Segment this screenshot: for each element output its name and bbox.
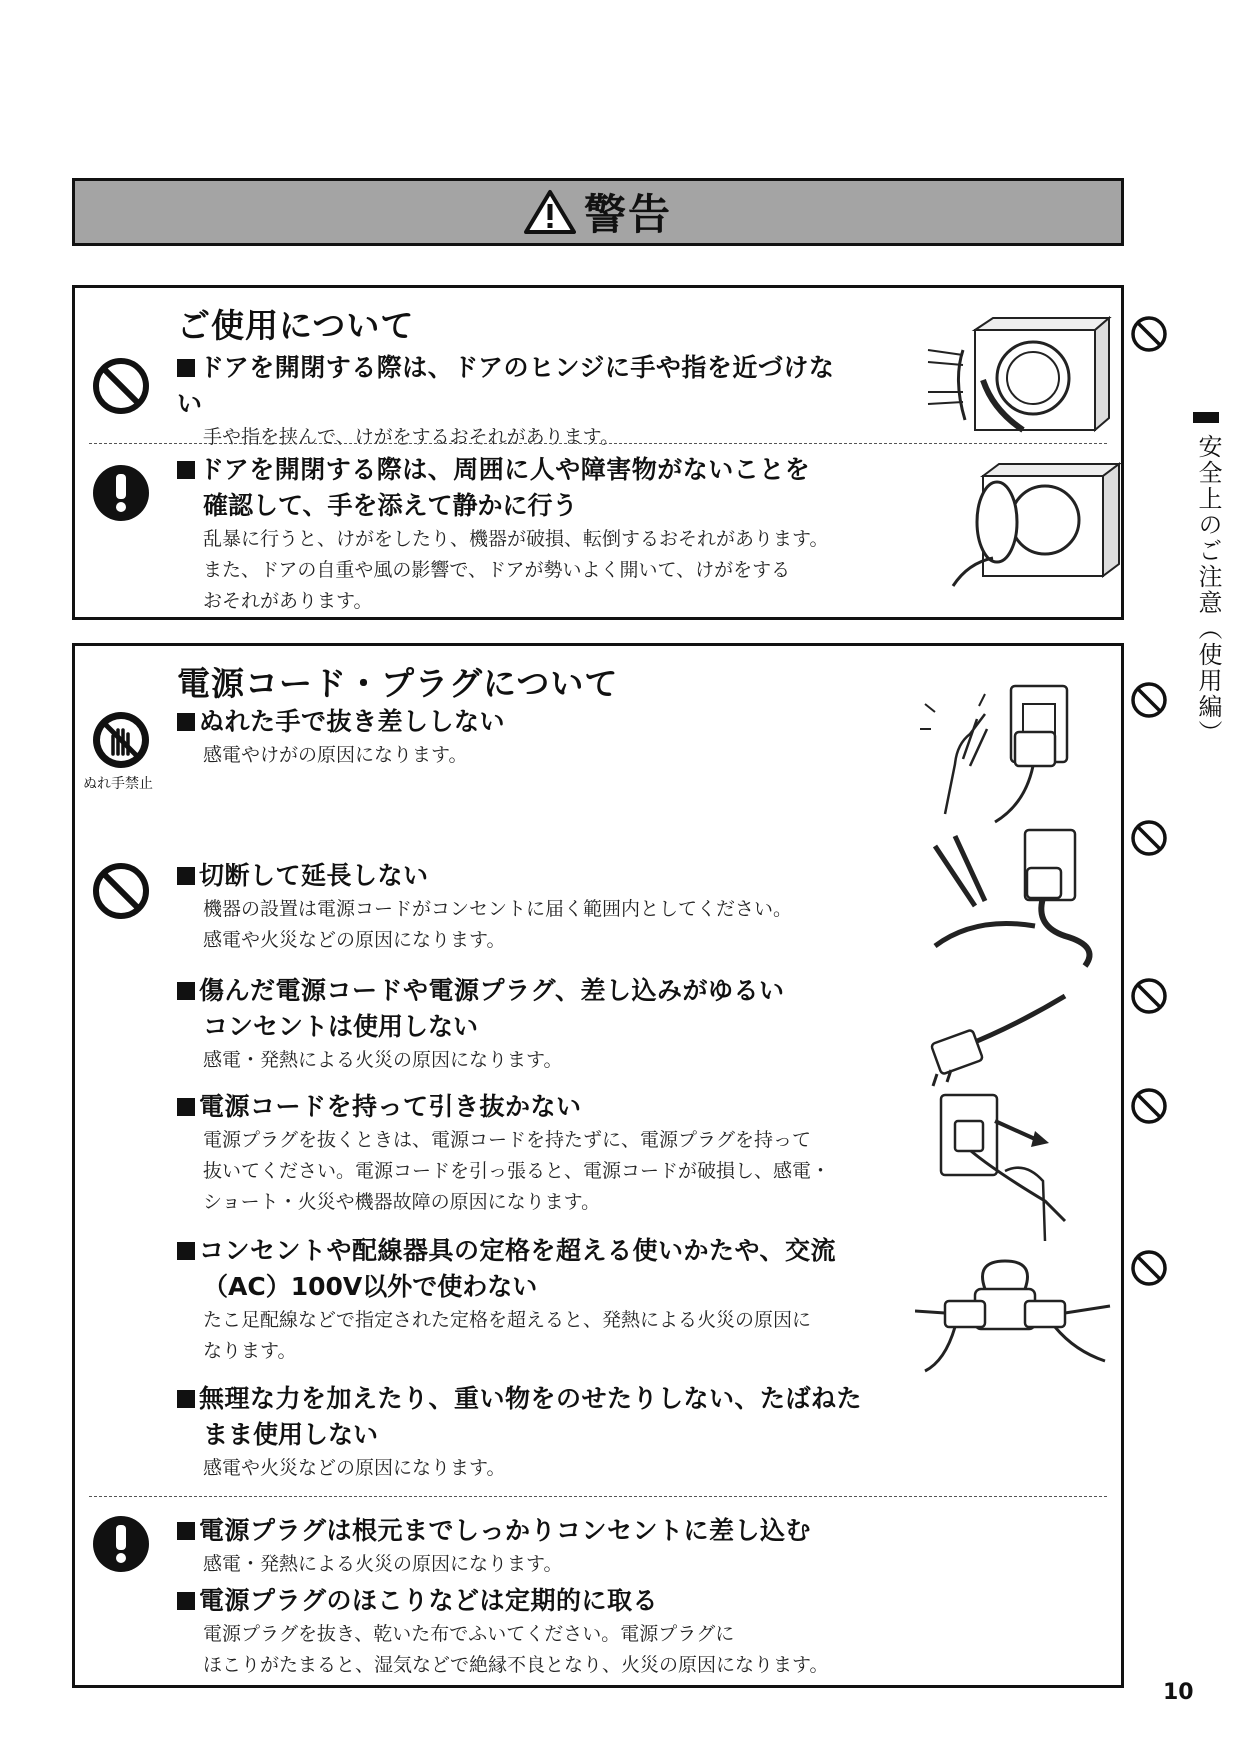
prohibition-small-icon [1129, 314, 1169, 354]
item-description: ほこりがたまると、湿気などで絶縁不良となり、火災の原因になります。 [203, 1654, 829, 1676]
item-heading: ぬれた手で抜き差ししない [177, 704, 877, 740]
divider [89, 443, 1107, 444]
bullet-square-icon [177, 713, 195, 731]
usage-item-2 [177, 452, 877, 617]
usage-item-1 [177, 350, 857, 453]
washer-door-illustration [923, 458, 1123, 588]
banner-title: 警告 [583, 190, 672, 239]
power-item-8 [177, 1583, 917, 1681]
power-item-3 [177, 973, 877, 1076]
item-heading-line2: 確認して、手を添えて静かに行う [203, 491, 578, 520]
item-heading-line2: まま使用しない [203, 1420, 379, 1449]
item-heading: 電源プラグは根元までしっかりコンセントに差し込む [177, 1513, 897, 1549]
item-heading-line2: コンセントは使用しない [203, 1012, 479, 1041]
wet-hand-outlet-illustration [915, 674, 1115, 824]
power-section-title: 電源コード・プラグについて [177, 664, 619, 703]
power-item-1 [177, 704, 877, 771]
item-description: 手や指を挟んで、けがをするおそれがあります。 [203, 426, 620, 448]
power-item-2 [177, 858, 877, 956]
sidebar-section-label: 安全上のご注意（使用編） [1194, 434, 1222, 746]
item-description: おそれがあります。 [203, 590, 373, 612]
item-description: ショート・火災や機器故障の原因になります。 [203, 1191, 601, 1213]
bullet-square-icon [177, 461, 195, 479]
item-heading: 電源プラグのほこりなどは定期的に取る [177, 1583, 917, 1619]
prohibition-small-icon [1129, 976, 1169, 1016]
item-heading: 傷んだ電源コードや電源プラグ、差し込みがゆるい [177, 973, 877, 1009]
usage-section-title: ご使用について [177, 306, 415, 345]
item-description: 感電・発熱による火災の原因になります。 [203, 1049, 563, 1071]
item-heading: 切断して延長しない [177, 858, 877, 894]
item-description: 抜いてください。電源コードを引っ張ると、電源コードが破損し、感電・ [203, 1160, 831, 1182]
prohibition-icon [91, 356, 151, 416]
item-description: 電源プラグを抜き、乾いた布でふいてください。電源プラグに [203, 1623, 735, 1645]
item-description: 感電や火災などの原因になります。 [203, 929, 506, 951]
damaged-plug-illustration [915, 986, 1115, 1096]
wet-hands-prohibited-icon [91, 710, 151, 770]
item-description: 感電やけがの原因になります。 [203, 744, 468, 766]
prohibition-small-icon [1129, 1248, 1169, 1288]
item-heading: 電源コードを持って引き抜かない [177, 1089, 877, 1125]
sidebar-marker [1193, 412, 1219, 423]
item-heading: コンセントや配線器具の定格を超える使いかたや、交流 [177, 1233, 877, 1269]
power-item-4 [177, 1089, 877, 1218]
item-description: 感電や火災などの原因になります。 [203, 1457, 506, 1479]
usage-section [72, 285, 1124, 620]
item-description: たこ足配線などで指定された定格を超えると、発熱による火災の原因に [203, 1309, 812, 1331]
item-description: なります。 [203, 1340, 297, 1362]
pulling-cord-illustration [915, 1091, 1115, 1251]
bullet-square-icon [177, 1098, 195, 1116]
bullet-square-icon [177, 1522, 195, 1540]
bullet-square-icon [177, 982, 195, 1000]
wet-hands-label: ぬれ手禁止 [83, 776, 153, 792]
item-heading: ドアを開閉する際は、周囲に人や障害物がないことを [177, 452, 877, 488]
mandatory-action-icon [91, 1514, 151, 1574]
item-heading: ドアを開閉する際は、ドアのヒンジに手や指を近づけない [177, 353, 835, 418]
item-description: 乱暴に行うと、けがをしたり、機器が破損、転倒するおそれがあります。 [203, 528, 829, 550]
item-heading-line2: （AC）100V以外で使わない [203, 1272, 538, 1301]
divider [89, 1496, 1107, 1497]
bullet-square-icon [177, 1242, 195, 1260]
bullet-square-icon [177, 867, 195, 885]
warning-banner [72, 178, 1124, 246]
bullet-square-icon [177, 1592, 195, 1610]
cutting-cord-illustration [915, 826, 1115, 976]
mandatory-action-icon [91, 463, 151, 523]
item-heading: 無理な力を加えたり、重い物をのせたりしない、たばねた [177, 1381, 877, 1417]
prohibition-small-icon [1129, 1086, 1169, 1126]
bullet-square-icon [177, 359, 195, 377]
item-description: また、ドアの自重や風の影響で、ドアが勢いよく開いて、けがをする [203, 559, 791, 581]
washer-hinge-illustration [923, 310, 1123, 440]
power-item-5 [177, 1233, 877, 1367]
overloaded-outlet-illustration [915, 1251, 1115, 1381]
item-description: 感電・発熱による火災の原因になります。 [203, 1553, 563, 1575]
page-number: 10 [1163, 1680, 1194, 1705]
item-description: 電源プラグを抜くときは、電源コードを持たずに、電源プラグを持って [203, 1129, 812, 1151]
prohibition-small-icon [1129, 818, 1169, 858]
power-section [72, 643, 1124, 1688]
item-description: 機器の設置は電源コードがコンセントに届く範囲内としてください。 [203, 898, 793, 920]
power-item-7 [177, 1513, 897, 1580]
prohibition-small-icon [1129, 680, 1169, 720]
power-item-6 [177, 1381, 877, 1484]
prohibition-icon [91, 861, 151, 921]
warning-triangle-icon [524, 189, 576, 235]
bullet-square-icon [177, 1390, 195, 1408]
